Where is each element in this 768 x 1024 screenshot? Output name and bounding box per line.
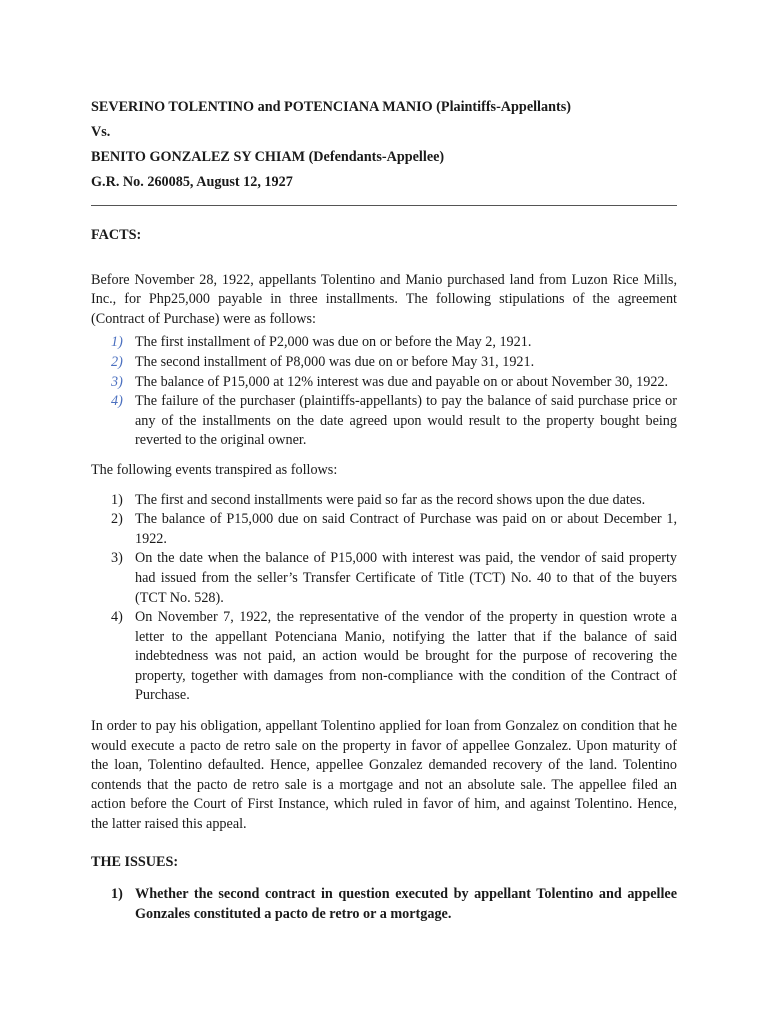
case-citation: G.R. No. 260085, August 12, 1927 xyxy=(91,174,293,190)
list-item xyxy=(91,491,677,511)
list-item-text: On November 7, 1922, the representative of the vendor of the property in question wrote a letter to the appellant Potenciana Manio, notifying the latter that if the balance of said indebtedness was not paid, an action would be brought for the purpose of recovering the property, together with damages from non-compliance with the condition of the Contract of Purchase. xyxy=(135,609,677,704)
stipulations-list xyxy=(91,333,677,451)
list-item xyxy=(91,373,677,393)
list-item-text: The first and second installments were paid so far as the record shows upon the due dates. xyxy=(135,491,646,508)
issues-heading: THE ISSUES: xyxy=(91,853,179,870)
list-item-text: The first installment of P2,000 was due on or before the May 2, 1921. xyxy=(135,334,532,351)
header-divider xyxy=(91,205,677,206)
list-number: 3) xyxy=(111,550,123,567)
list-number: 4) xyxy=(111,393,123,410)
list-item xyxy=(91,353,677,373)
list-item xyxy=(91,608,677,706)
list-number: 1) xyxy=(111,334,123,351)
list-item-text: The balance of P15,000 at 12% interest was due and payable on or about November 30, 1922. xyxy=(135,373,669,390)
case-versus: Vs. xyxy=(91,124,111,140)
case-parties-defendants: BENITO GONZALEZ SY CHIAM (Defendants-Appellee) xyxy=(91,149,445,165)
list-item-text: The failure of the purchaser (plaintiffs-appellants) to pay the balance of said purchase price or any of the installments on the date agreed upon would result to the property bought being reverted to the original owner. xyxy=(135,393,677,449)
facts-heading: FACTS: xyxy=(91,227,142,243)
list-number: 2) xyxy=(111,353,123,370)
list-item-text: The second installment of P8,000 was due on or before May 31, 1921. xyxy=(135,353,535,370)
list-number: 1) xyxy=(111,491,123,508)
list-item xyxy=(91,549,677,608)
list-item xyxy=(91,510,677,549)
list-number: 3) xyxy=(111,373,123,390)
document-body xyxy=(91,95,677,924)
case-parties-plaintiffs: SEVERINO TOLENTINO and POTENCIANA MANIO (Plaintiffs-Appellants) xyxy=(91,99,571,115)
facts-intro-paragraph: Before November 28, 1922, appellants Tolentino and Manio purchased land from Luzon Rice Mills, Inc., for Php25,000 payable in three installments. The following stipulations of the agreement (Contract of Purchase) were as follows: xyxy=(91,271,677,327)
list-number: 1) xyxy=(111,886,123,903)
list-number: 2) xyxy=(111,511,123,528)
list-item-text: On the date when the balance of P15,000 with interest was paid, the vendor of said property had issued from the seller’s Transfer Certificate of Title (TCT) No. 40 to that of the buyers (TCT No. 528). xyxy=(135,550,677,606)
list-item-text: Whether the second contract in question executed by appellant Tolentino and appellee Gonzales constituted a pacto de retro or a mortgage. xyxy=(135,886,677,922)
events-list xyxy=(91,491,677,707)
issues-list xyxy=(91,885,677,924)
list-item xyxy=(91,333,677,353)
events-intro-paragraph: The following events transpired as follows: xyxy=(91,461,338,478)
list-item xyxy=(91,392,677,451)
list-number: 4) xyxy=(111,609,123,626)
list-item xyxy=(91,885,677,924)
list-item-text: The balance of P15,000 due on said Contract of Purchase was paid on or about December 1, 1922. xyxy=(135,511,677,547)
facts-closing-paragraph: In order to pay his obligation, appellant Tolentino applied for loan from Gonzalez on condition that he would execute a pacto de retro sale on the property in favor of appellee Gonzalez. Upon maturity of the loan, Tolentino defaulted. Hence, appellee Gonzalez demanded recovery of the land. Tolentino contends that the pacto de retro sale is a mortgage and not an absolute sale. The appellee filed an action before the Court of First Instance, which ruled in favor of him, and against Tolentino. Hence, the latter raised this appeal. xyxy=(91,718,677,833)
